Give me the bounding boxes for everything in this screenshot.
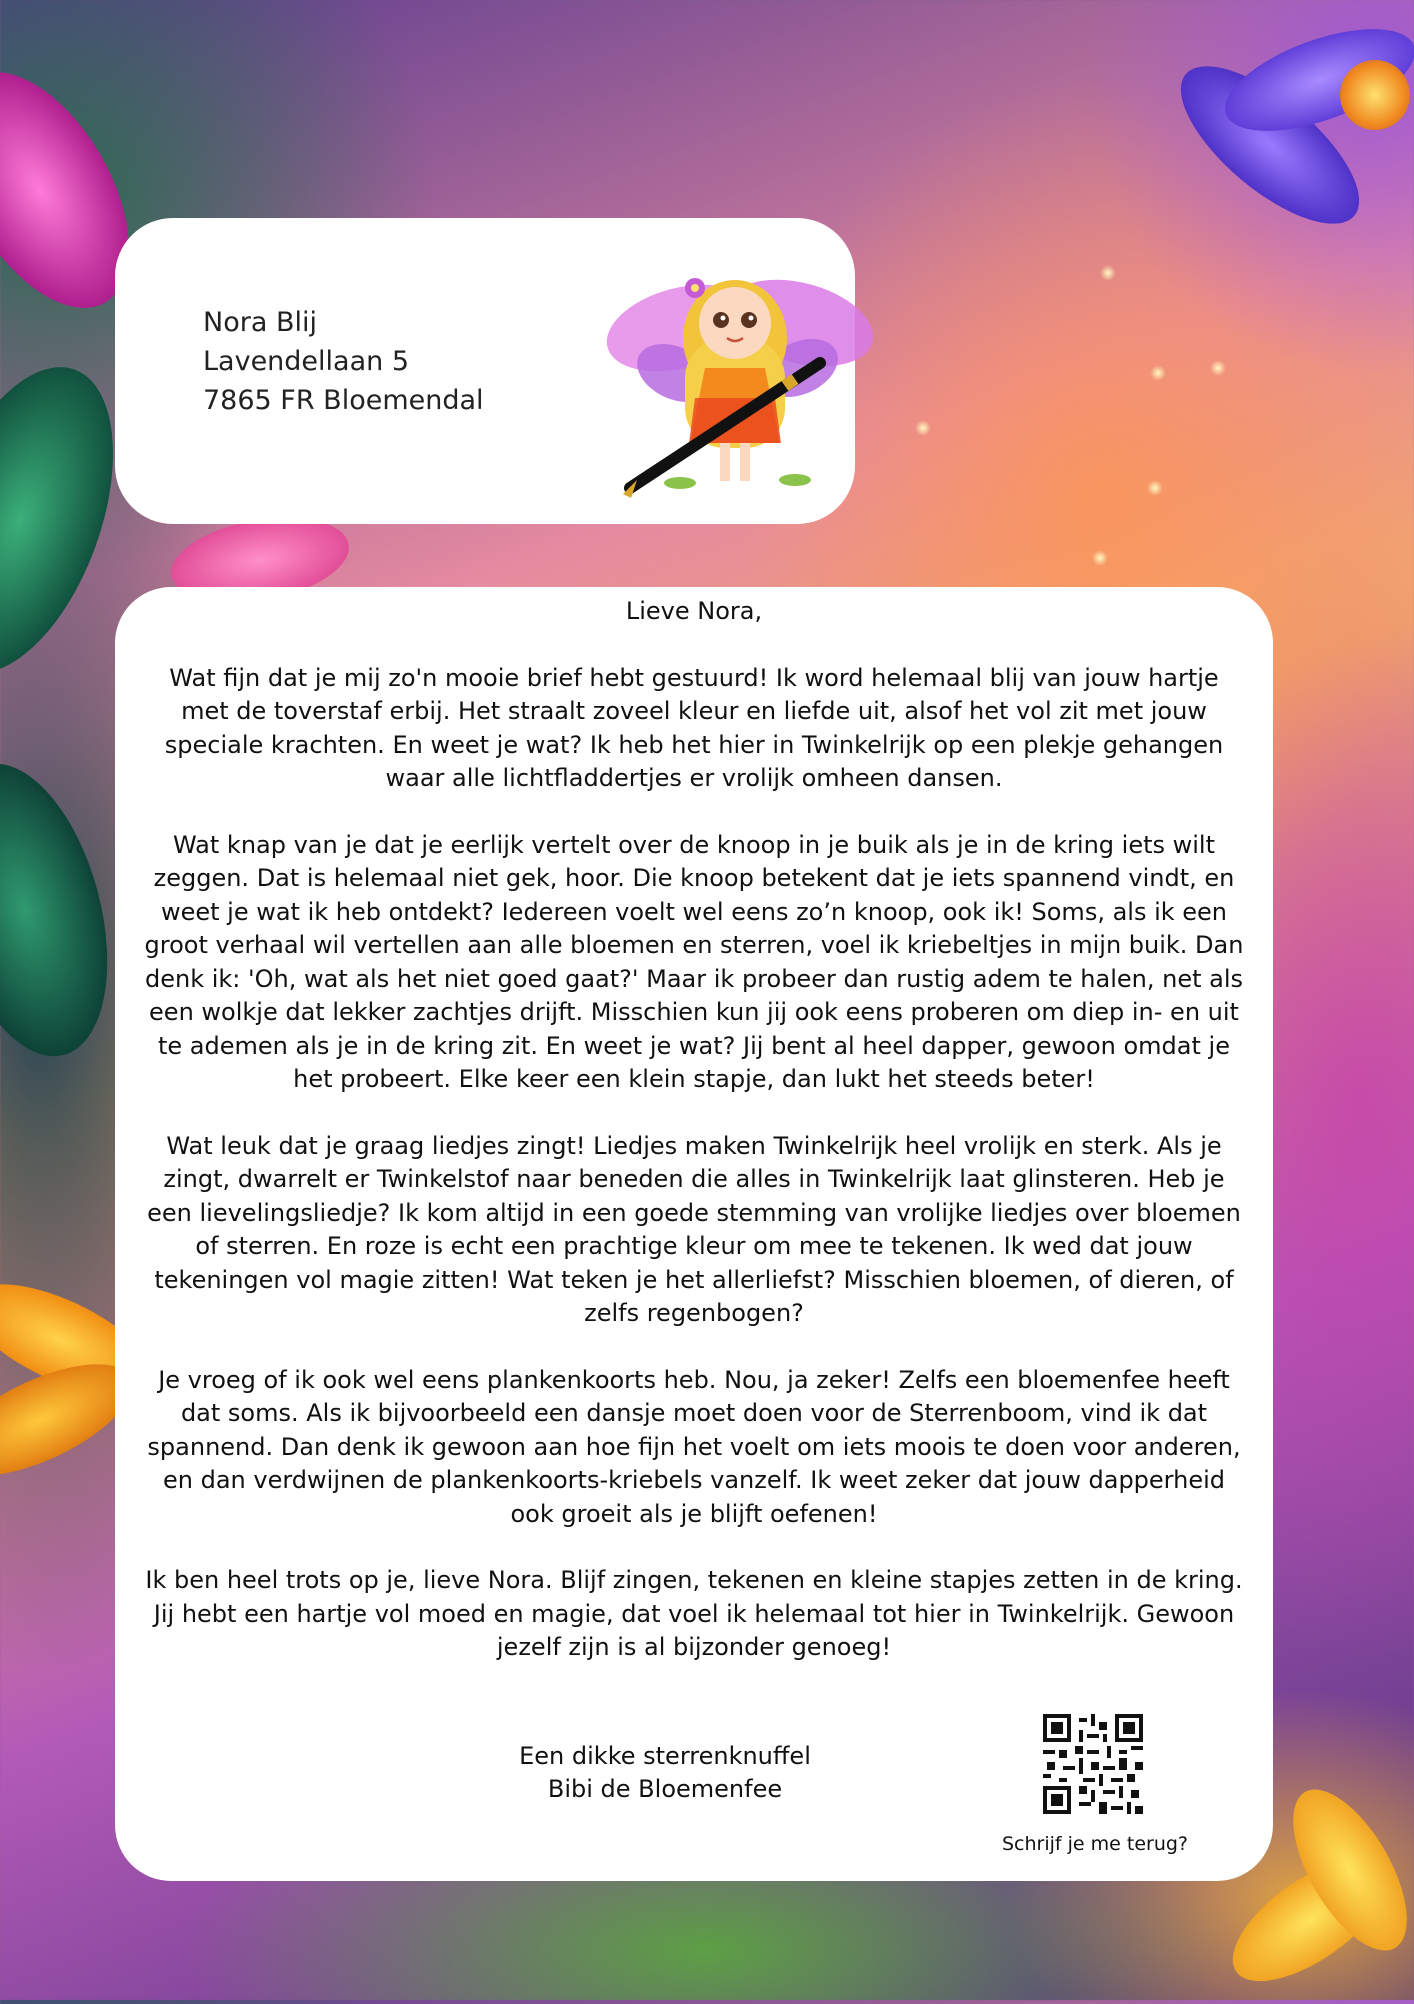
sparkle-decoration xyxy=(1210,360,1226,376)
fairy-illustration xyxy=(585,258,885,508)
letter-paragraph: Je vroeg of ik ook wel eens plankenkoorts heb. Nou, ja zeker! Zelfs een bloemenfee heeft dat soms. Als ik bijvoorbeeld een dansje moet doen voor de Sterrenboom, vind ik dat spannend. Dan denk ik gewoon aan hoe fijn het voelt om iets moois te doen voor anderen, en dan verdwijnen de plankenkoorts-kriebels vanzelf. Ik weet zeker dat jouw dapperheid ook groeit als je blijft oefenen! xyxy=(147,1365,1241,1528)
letter-closing: Een dikke sterrenknuffel xyxy=(519,1742,811,1770)
sparkle-decoration xyxy=(1150,365,1166,381)
address-card xyxy=(115,218,855,524)
letter-paragraph: Wat leuk dat je graag liedjes zingt! Liedjes maken Twinkelrijk heel vrolijk en sterk. Als je zingt, dwarrelt er Twinkelstof naar beneden die alles in Twinkelrijk laat glinsteren. Heb je een lievelingsliedje? Ik kom altijd in een goede stemming van vrolijke liedjes over bloemen of sterren. En roze is echt een prachtige kleur om mee te tekenen. Ik wed dat jouw tekeningen vol magie zitten! Wat teken je het allerliefst? Misschien bloemen, of dieren, of zelfs regenbogen? xyxy=(147,1131,1241,1327)
letter-signature: Bibi de Bloemenfee xyxy=(547,1775,783,1803)
sparkle-decoration xyxy=(1147,480,1163,496)
letter-body xyxy=(143,595,1245,1698)
recipient-city: 7865 FR Bloemendal xyxy=(203,385,484,416)
sparkle-decoration xyxy=(915,420,931,436)
sparkle-decoration xyxy=(1092,550,1108,566)
sparkle-decoration xyxy=(1100,265,1116,281)
qr-code-icon[interactable] xyxy=(1043,1714,1143,1814)
letter-greeting: Lieve Nora, xyxy=(625,597,763,625)
letter-paragraph: Ik ben heel trots op je, lieve Nora. Blijf zingen, tekenen en kleine stapjes zetten in de kring. Jij hebt een hartje vol moed en magie, dat voel ik helemaal tot hier in Twinkelrijk. Gewoon jezelf zijn is al bijzonder genoeg! xyxy=(145,1566,1243,1661)
recipient-name: Nora Blij xyxy=(203,307,317,338)
recipient-address xyxy=(203,303,484,420)
letter-signoff xyxy=(475,1740,855,1806)
flower-center-decoration xyxy=(1340,60,1410,130)
letter-card xyxy=(115,587,1273,1881)
qr-caption: Schrijf je me terug? xyxy=(1001,1833,1189,1855)
recipient-street: Lavendellaan 5 xyxy=(203,346,410,377)
letter-paragraph: Wat fijn dat je mij zo'n mooie brief hebt gestuurd! Ik word helemaal blij van jouw hartje met de toverstaf erbij. Het straalt zoveel kleur en liefde uit, alsof het vol zit met jouw speciale krachten. En weet je wat? Ik heb het hier in Twinkelrijk op een plekje gehangen waar alle lichtfladdertjes er vrolijk omheen dansen. xyxy=(164,663,1224,792)
letter-paragraph: Wat knap van je dat je eerlijk vertelt over de knoop in je buik als je in de kring iets wilt zeggen. Dat is helemaal niet gek, hoor. Die knoop betekent dat je iets spannend vindt, en weet je wat ik heb ontdekt? Iedereen voelt wel eens zo’n knoop, ook ik! Soms, als ik een groot verhaal wil vertellen aan alle bloemen en sterren, voel ik kriebeltjes in mijn buik. Dan denk ik: 'Oh, wat als het niet goed gaat?' Maar ik probeer dan rustig adem te halen, net als een wolkje dat lekker zachtjes drijft. Misschien kun jij ook eens proberen om diep in- en uit te ademen als je in de kring zit. En weet je wat? Jij bent al heel dapper, gewoon omdat je het probeert. Elke keer een klein stapje, dan lukt het steeds beter! xyxy=(144,830,1244,1093)
